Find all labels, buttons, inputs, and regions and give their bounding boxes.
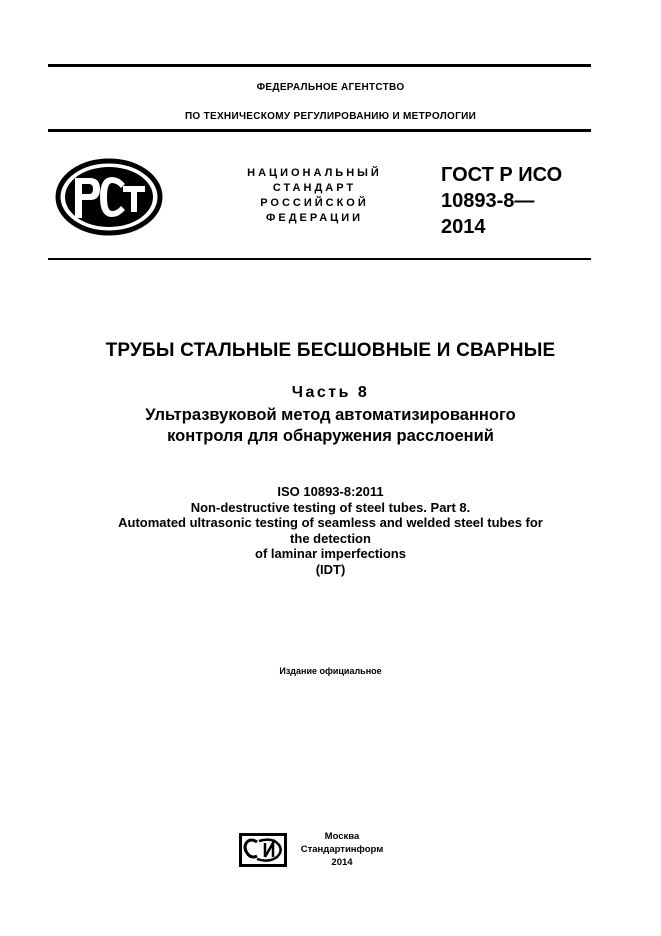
subtitle-line: Ультразвуковой метод автоматизированного	[145, 406, 516, 424]
iso-reference	[0, 484, 661, 577]
national-standard-line: СТАНДАРТ	[272, 182, 357, 194]
part-label: Часть 8	[291, 384, 370, 401]
designation-line: 2014	[441, 216, 486, 238]
agency-line-2: ПО ТЕХНИЧЕСКОМУ РЕГУЛИРОВАНИЮ И МЕТРОЛОГИИ	[184, 111, 477, 122]
national-standard-line: ФЕДЕРАЦИИ	[265, 212, 364, 224]
publisher-info	[292, 830, 392, 869]
document-subtitle	[0, 405, 661, 447]
publisher-city: Москва	[324, 831, 360, 842]
designation-line: ГОСТ Р ИСО	[441, 164, 563, 186]
edition-label: Издание официальное	[279, 666, 382, 676]
designation-line: 10893-8—	[441, 190, 535, 212]
document-title: ТРУБЫ СТАЛЬНЫЕ БЕСШОВНЫЕ И СВАРНЫЕ	[105, 340, 556, 361]
national-standard-line: РОССИЙСКОЙ	[260, 197, 369, 209]
iso-line: ISO 10893-8:2011	[277, 484, 384, 499]
standartinform-logo-icon	[239, 833, 287, 867]
header-rule	[48, 129, 591, 132]
subtitle-line: контроля для обнаружения расслоений	[167, 427, 494, 445]
rst-logo-icon	[55, 158, 163, 236]
iso-line: (IDT)	[315, 561, 346, 577]
agency-line-1: ФЕДЕРАЛЬНОЕ АГЕНТСТВО	[256, 82, 405, 93]
top-rule	[48, 64, 591, 67]
publisher-year: 2014	[331, 857, 353, 868]
national-standard-label	[232, 166, 397, 226]
block-rule	[48, 258, 591, 260]
iso-line: Automated ultrasonic testing of seamless and welded steel tubes for	[118, 515, 543, 530]
national-standard-line: НАЦИОНАЛЬНЫЙ	[247, 167, 382, 179]
iso-line: of laminar imperfections	[255, 546, 406, 561]
standard-designation	[441, 162, 562, 240]
publisher-name: Стандартинформ	[300, 844, 384, 855]
iso-line: the detection	[290, 530, 371, 546]
iso-line: Non-destructive testing of steel tubes. Part 8.	[190, 499, 471, 515]
